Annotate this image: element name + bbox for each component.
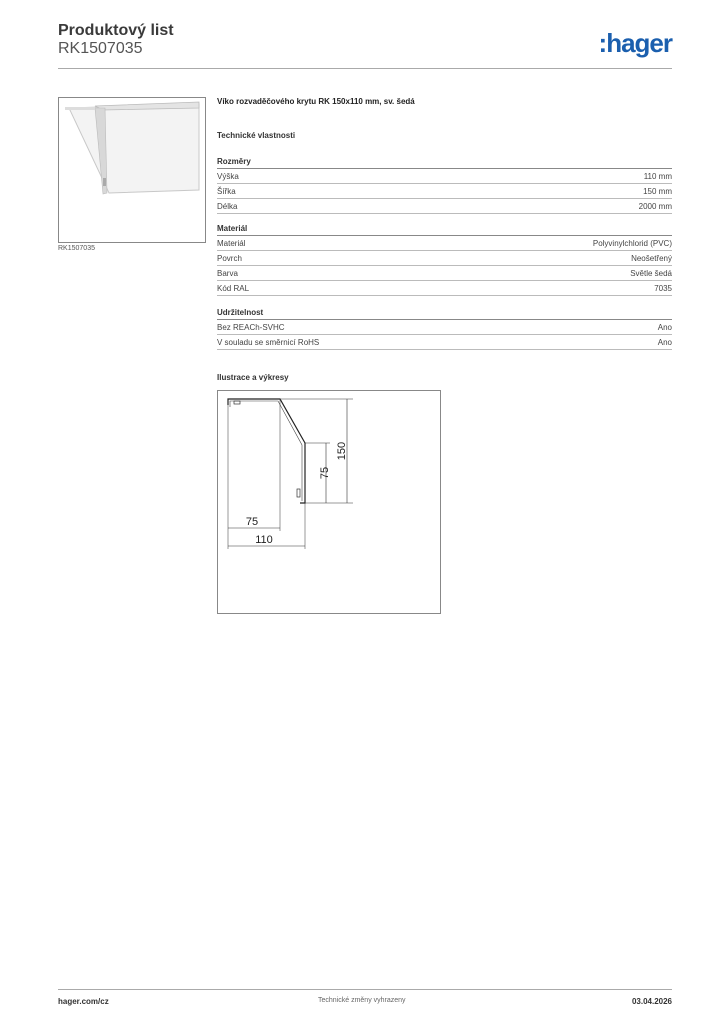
profile-outline xyxy=(228,399,305,503)
group-material xyxy=(217,224,672,296)
tech-section-title: Technické vlastnosti xyxy=(217,131,296,140)
table-row xyxy=(217,236,672,251)
footer-divider xyxy=(58,989,672,990)
footer-website[interactable]: hager.com/cz xyxy=(58,997,109,1006)
footer-date: 03.04.2026 xyxy=(631,997,672,1006)
row-name: Kód RAL xyxy=(217,284,250,293)
group-dimensions xyxy=(217,157,672,214)
row-value: Polyvinylchlorid (PVC) xyxy=(592,239,672,248)
technical-drawing xyxy=(217,390,441,614)
row-value: Ano xyxy=(657,338,672,347)
dim-label-75-vertical: 75 xyxy=(319,466,331,480)
product-photo xyxy=(58,97,206,243)
table-row xyxy=(217,251,672,266)
hager-logo xyxy=(599,28,672,59)
row-value: Neošetřený xyxy=(631,254,672,263)
row-value: 110 mm xyxy=(643,172,672,181)
profile-inner xyxy=(230,401,302,501)
group-label: Udržitelnost xyxy=(217,308,672,320)
row-name: Šířka xyxy=(217,187,236,196)
logo-colon: : xyxy=(598,28,607,58)
row-name: V souladu se směrnicí RoHS xyxy=(217,338,320,347)
dim-label-110: 110 xyxy=(255,534,273,546)
row-name: Délka xyxy=(217,202,238,211)
page-title: Produktový list xyxy=(58,22,174,39)
table-row xyxy=(217,281,672,296)
row-value: 2000 mm xyxy=(638,202,672,211)
table-row xyxy=(217,335,672,350)
group-sustainability xyxy=(217,308,672,350)
footer-notice: Technické změny vyhrazeny xyxy=(318,997,406,1004)
row-name: Povrch xyxy=(217,254,242,263)
table-row xyxy=(217,184,672,199)
product-name: Víko rozvaděčového krytu RK 150x110 mm, sv. šedá xyxy=(217,97,415,106)
drawings-section-title: Ilustrace a výkresy xyxy=(217,373,289,382)
row-name: Bez REACh-SVHC xyxy=(217,323,285,332)
row-value: Světle šedá xyxy=(630,269,672,278)
photo-caption: RK1507035 xyxy=(58,245,95,252)
row-name: Barva xyxy=(217,269,238,278)
row-name: Výška xyxy=(217,172,239,181)
table-row xyxy=(217,169,672,184)
group-label: Materiál xyxy=(217,224,672,236)
group-label: Rozměry xyxy=(217,157,672,169)
row-value: 7035 xyxy=(654,284,672,293)
table-row xyxy=(217,320,672,335)
row-value: Ano xyxy=(657,323,672,332)
product-photo-illustration xyxy=(59,98,205,242)
table-row xyxy=(217,266,672,281)
drawing-svg xyxy=(218,391,440,613)
row-value: 150 mm xyxy=(643,187,672,196)
product-code: RK1507035 xyxy=(58,40,143,57)
header-divider xyxy=(58,68,672,69)
row-name: Materiál xyxy=(217,239,246,248)
logo-text: hager xyxy=(606,28,672,58)
dim-label-75-horizontal: 75 xyxy=(245,516,259,528)
table-row xyxy=(217,199,672,214)
dim-label-150: 150 xyxy=(336,441,348,461)
